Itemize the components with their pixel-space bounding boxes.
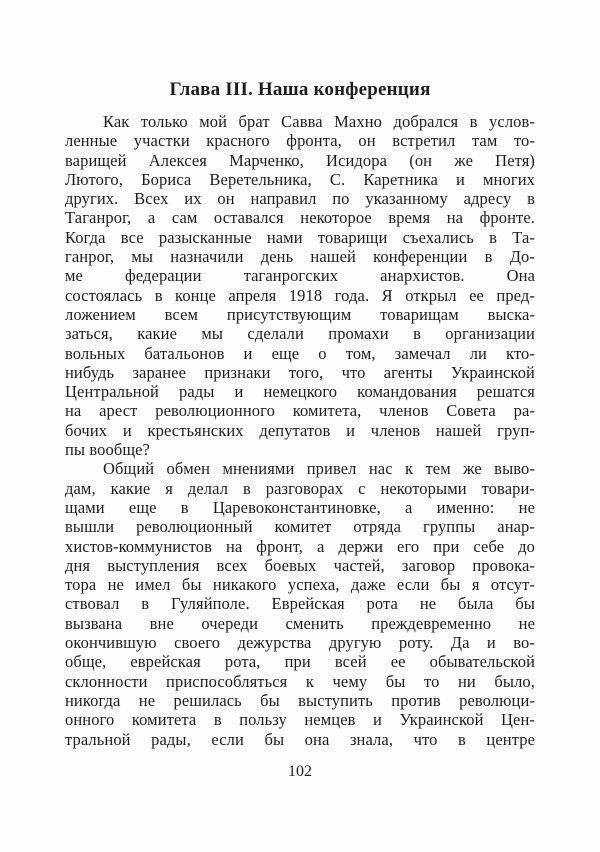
text-line: склонности приспособляться к чему бы то ни было,: [65, 671, 535, 691]
chapter-heading: Глава III. Наша конференция: [169, 79, 431, 100]
text-line: хистов-коммунистов на фронт, а держи его при себе до: [65, 536, 535, 556]
text-line: ствовал в Гуляйполе. Еврейская рота не была бы: [65, 594, 535, 614]
text-line: заться, какие мы сделали промахи в организации: [65, 324, 535, 344]
text-line: Когда все разысканные нами товарищи съехались в Та-: [65, 227, 535, 247]
paragraph: [65, 112, 535, 459]
paragraph: [65, 459, 535, 748]
text-line: состоялась в конце апреля 1918 года. Я открыл ее пред-: [65, 285, 535, 305]
text-line: ме федерации таганрогских анархистов. Она: [65, 266, 535, 286]
page-number: 102: [288, 762, 312, 780]
text-line: онного комитета в пользу немцев и Украинской Цен-: [65, 710, 535, 730]
text-line: вышли революционный комитет отряда группы анар-: [65, 517, 535, 537]
text-line: вызвана вне очереди сменить преждевременно не: [65, 613, 535, 633]
text-line: пы вообще?: [65, 440, 150, 460]
text-line: Центральной рады и немецкого командования решатся: [65, 382, 535, 402]
text-line: никогда не решилась бы выступить против революци-: [65, 690, 535, 710]
text-line: на арест революционного комитета, членов Совета ра-: [65, 401, 535, 421]
text-line: бочих и крестьянских депутатов и членов нашей груп-: [65, 420, 535, 440]
text-line: варищей Алексея Марченко, Исидора (он же Петя): [65, 150, 535, 170]
text-line: тральной рады, если бы она знала, что в центре: [65, 729, 535, 749]
text-line: других. Всех их он направил по указанному адресу в: [65, 189, 535, 209]
text-line: дам, какие я делал в разговорах с некоторыми товари-: [65, 478, 535, 498]
text-line: щами еще в Царевоконстантиновке, а именно: не: [65, 497, 535, 517]
text-line: Лютого, Бориса Веретельника, С. Каретника и многих: [65, 169, 535, 189]
text-line: ложением всем присутствующим товарищам выска-: [65, 304, 535, 324]
text-line: дня выступления всех боевых частей, заговор провока-: [65, 555, 535, 575]
text-line: окончившую своего дежурства другую роту. Да и во-: [65, 633, 535, 653]
text-line: ганрог, мы назначили день нашей конференции в До-: [65, 247, 535, 267]
text-line: обще, еврейская рота, при всей ее обывательской: [65, 652, 535, 672]
text-line: Как только мой брат Савва Махно добрался в услов-: [103, 112, 535, 131]
text-line: ленные участки красного фронта, он встретил там то-: [65, 131, 535, 151]
text-line: тора не имел бы никакого успеха, даже если бы я отсут-: [65, 575, 535, 595]
body-text: [65, 112, 535, 749]
text-line: Таганрог, а сам оставался некоторое время на фронте.: [65, 208, 535, 228]
text-line: нибудь заранее признаки того, что агенты Украинской: [65, 362, 535, 382]
text-line: Общий обмен мнениями привел нас к тем же выво-: [103, 459, 535, 479]
text-line: вольных батальонов и еще о том, замечал ли кто-: [65, 343, 535, 363]
